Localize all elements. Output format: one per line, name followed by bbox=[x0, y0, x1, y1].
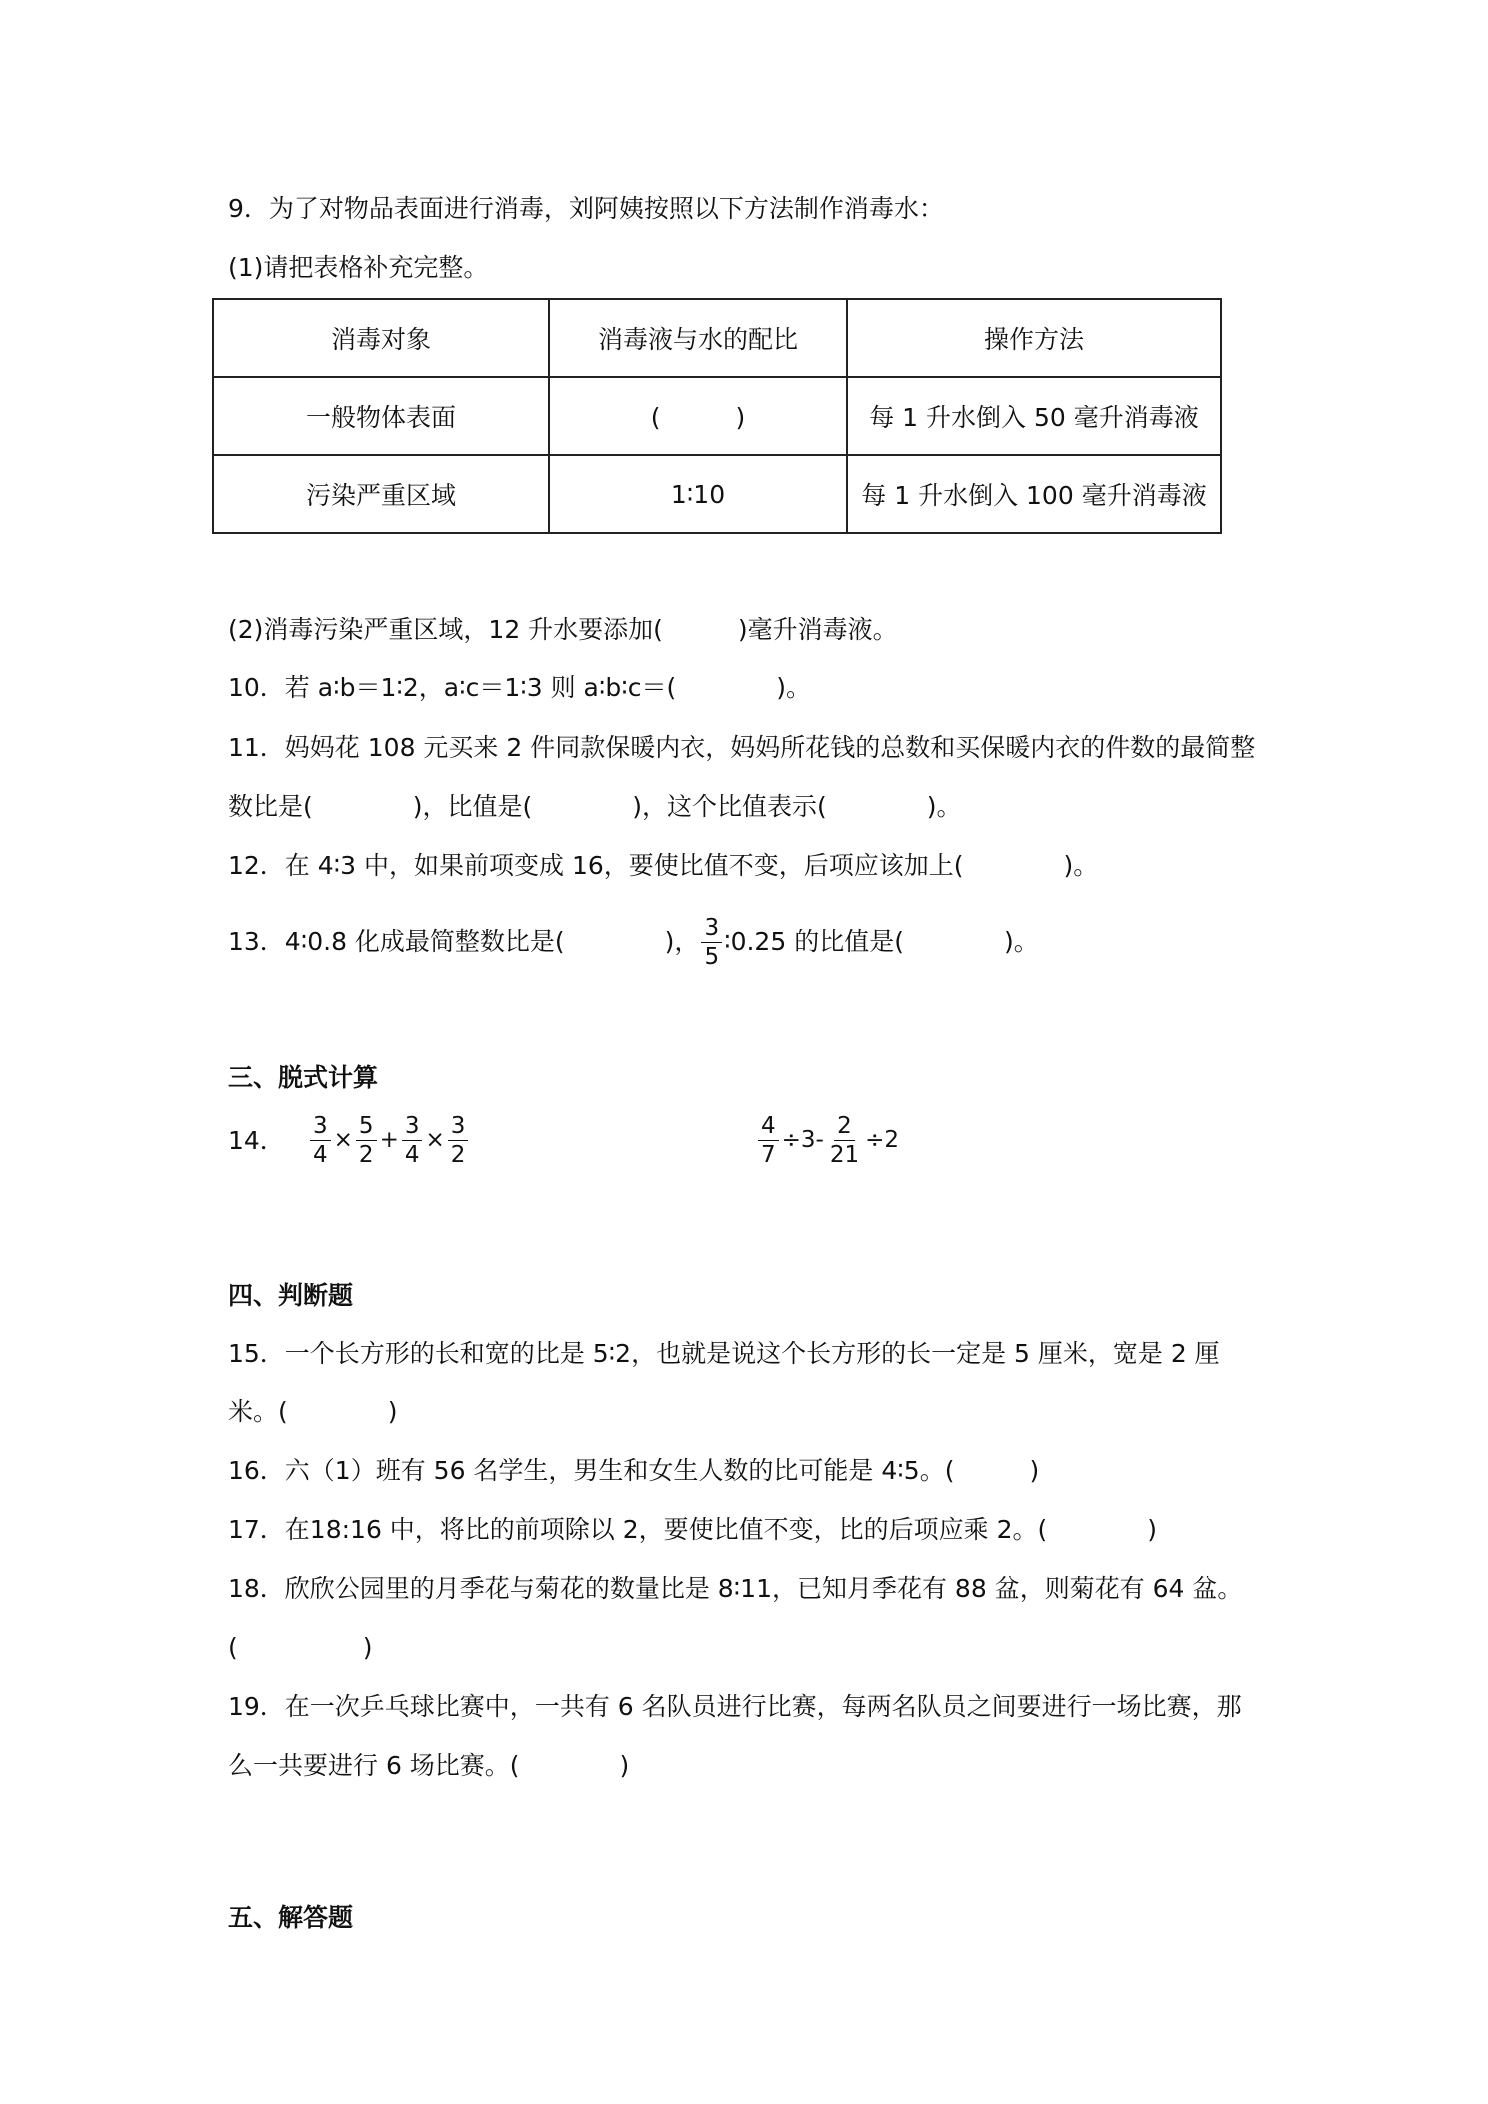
question-11-line1: 11．妈妈花 108 元买来 2 件同款保暖内衣，妈妈所花钱的总数和买保暖内衣的件数的最简整 bbox=[228, 733, 1256, 762]
expression-1 bbox=[308, 1110, 470, 1170]
table-row bbox=[213, 455, 1221, 533]
question-9-title: 9．为了对物品表面进行消毒，刘阿姨按照以下方法制作消毒水： bbox=[228, 194, 944, 223]
answer-blank-cell[interactable]: ( ) bbox=[549, 377, 847, 455]
question-19-line1: 19．在一次乒乓球比赛中，一共有 6 名队员进行比赛，每两名队员之间要进行一场比赛，那 bbox=[228, 1692, 1242, 1721]
table-cell: 1∶10 bbox=[549, 455, 847, 533]
table-cell: 一般物体表面 bbox=[213, 377, 549, 455]
table-header-cell: 消毒液与水的配比 bbox=[549, 299, 847, 377]
question-10: 10．若 a∶b＝1∶2，a∶c＝1∶3 则 a∶b∶c＝( )。 bbox=[228, 673, 812, 702]
fraction-denominator: 5 bbox=[704, 943, 720, 970]
section-4-heading: 四、判断题 bbox=[228, 1281, 354, 1310]
question-15-line1: 15．一个长方形的长和宽的比是 5∶2，也就是说这个长方形的长一定是 5 厘米，宽是 2 厘 bbox=[228, 1339, 1220, 1368]
fraction-numerator: 3 bbox=[701, 914, 722, 943]
question-14-label: 14． bbox=[228, 1126, 285, 1155]
table-row bbox=[213, 377, 1221, 455]
table-header-cell: 操作方法 bbox=[847, 299, 1221, 377]
fraction bbox=[448, 1112, 469, 1169]
fraction-numerator: 2 bbox=[834, 1112, 855, 1141]
section-5-heading: 五、解答题 bbox=[228, 1903, 354, 1932]
operator: + bbox=[379, 1127, 399, 1153]
fraction-three-fifths bbox=[701, 914, 722, 971]
fraction bbox=[310, 1112, 331, 1169]
table-header-cell: 消毒对象 bbox=[213, 299, 549, 377]
question-13-part2: ∶0.25 的比值是( )。 bbox=[724, 927, 1039, 956]
table-cell: 每 1 升水倒入 100 毫升消毒液 bbox=[847, 455, 1221, 533]
table-header-row bbox=[213, 299, 1221, 377]
fraction-denominator: 7 bbox=[761, 1141, 776, 1168]
question-13-part1: 13．4∶0.8 化成最简整数比是( )， bbox=[228, 927, 700, 956]
fraction bbox=[356, 1112, 377, 1169]
table-cell: 污染严重区域 bbox=[213, 455, 549, 533]
fraction-denominator: 21 bbox=[829, 1141, 860, 1168]
operator: × bbox=[425, 1127, 445, 1153]
operator: × bbox=[333, 1127, 353, 1153]
fraction-numerator: 3 bbox=[402, 1112, 423, 1141]
fraction-denominator: 4 bbox=[404, 1141, 420, 1168]
question-16: 16．六（1）班有 56 名学生，男生和女生人数的比可能是 4∶5。( ) bbox=[228, 1456, 1040, 1485]
operator: ÷3- bbox=[781, 1127, 824, 1153]
question-9-part2: (2)消毒污染严重区域，12 升水要添加( )毫升消毒液。 bbox=[228, 615, 898, 644]
fraction-denominator: 2 bbox=[450, 1141, 466, 1168]
question-18-line1: 18．欣欣公园里的月季花与菊花的数量比是 8∶11，已知月季花有 88 盆，则菊花有 64 盆。 bbox=[228, 1574, 1243, 1603]
fraction bbox=[402, 1112, 423, 1169]
question-17: 17．在18:16 中，将比的前项除以 2，要使比值不变，比的后项应乘 2。( ) bbox=[228, 1515, 1158, 1544]
question-13 bbox=[228, 912, 1039, 972]
fraction-numerator: 4 bbox=[758, 1112, 779, 1141]
question-19-line2: 么一共要进行 6 场比赛。( ) bbox=[228, 1751, 630, 1780]
question-12: 12．在 4∶3 中，如果前项变成 16，要使比值不变，后项应该加上( )。 bbox=[228, 851, 1099, 880]
disinfectant-table bbox=[212, 298, 1222, 534]
question-11-line2: 数比是( )，比值是( )，这个比值表示( )。 bbox=[228, 792, 962, 821]
operator: ÷2 bbox=[865, 1127, 900, 1153]
table-cell: 每 1 升水倒入 50 毫升消毒液 bbox=[847, 377, 1221, 455]
fraction bbox=[827, 1112, 862, 1169]
fraction-numerator: 5 bbox=[356, 1112, 377, 1141]
question-15-line2: 米。( ) bbox=[228, 1397, 398, 1426]
question-9-part1: (1)请把表格补充完整。 bbox=[228, 253, 489, 282]
expression-2 bbox=[756, 1110, 900, 1170]
fraction bbox=[758, 1112, 779, 1169]
fraction-denominator: 4 bbox=[313, 1141, 328, 1168]
section-3-heading: 三、脱式计算 bbox=[228, 1063, 379, 1092]
fraction-numerator: 3 bbox=[310, 1112, 331, 1141]
question-18-line2: ( ) bbox=[228, 1633, 373, 1662]
fraction-denominator: 2 bbox=[358, 1141, 374, 1168]
fraction-numerator: 3 bbox=[448, 1112, 469, 1141]
